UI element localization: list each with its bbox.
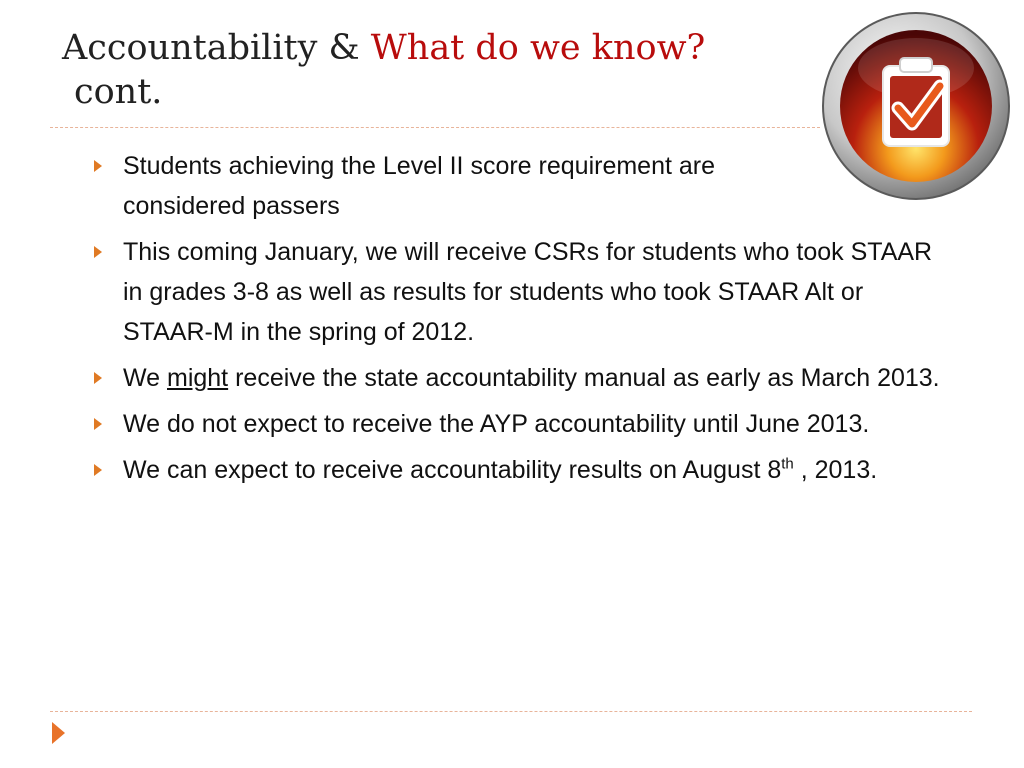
list-item: [94, 232, 954, 352]
bullet-text: Students achieving the Level II score requirement are considered passers: [123, 152, 716, 220]
triangle-bullet-icon: [94, 418, 102, 430]
list-item: [94, 146, 843, 226]
title-part-3: cont.: [74, 72, 163, 112]
list-item: [94, 404, 954, 444]
bullet-text-post: receive the state accountability manual as early as March 2013.: [228, 364, 940, 392]
bullet-text-post: , 2013.: [793, 456, 878, 484]
triangle-bullet-icon: [94, 372, 102, 384]
triangle-bullet-icon: [94, 464, 102, 476]
list-item: [94, 358, 954, 398]
bullet-list: [94, 146, 954, 496]
title-part-1: Accountability &: [62, 28, 371, 68]
triangle-bullet-icon: [94, 160, 102, 172]
footer-divider: [50, 711, 972, 712]
slide-title: [62, 26, 705, 114]
bullet-text: This coming January, we will receive CSRs for students who took STAAR in grades 3-8 as well as results for students who took STAAR Alt or STAAR-M in the spring of 2012.: [123, 238, 933, 346]
bullet-text: We do not expect to receive the AYP accountability until June 2013.: [123, 410, 870, 438]
bullet-emphasis: might: [167, 364, 229, 392]
bullet-text-pre: We: [123, 364, 167, 392]
triangle-bullet-icon: [94, 246, 102, 258]
bullet-superscript: th: [781, 455, 794, 473]
title-part-2-accent: What do we know?: [370, 28, 706, 68]
title-divider: [50, 127, 820, 128]
triangle-arrow-icon: [52, 722, 65, 744]
bullet-text-pre: We can expect to receive accountability results on August 8: [123, 456, 782, 484]
list-item: [94, 450, 954, 490]
